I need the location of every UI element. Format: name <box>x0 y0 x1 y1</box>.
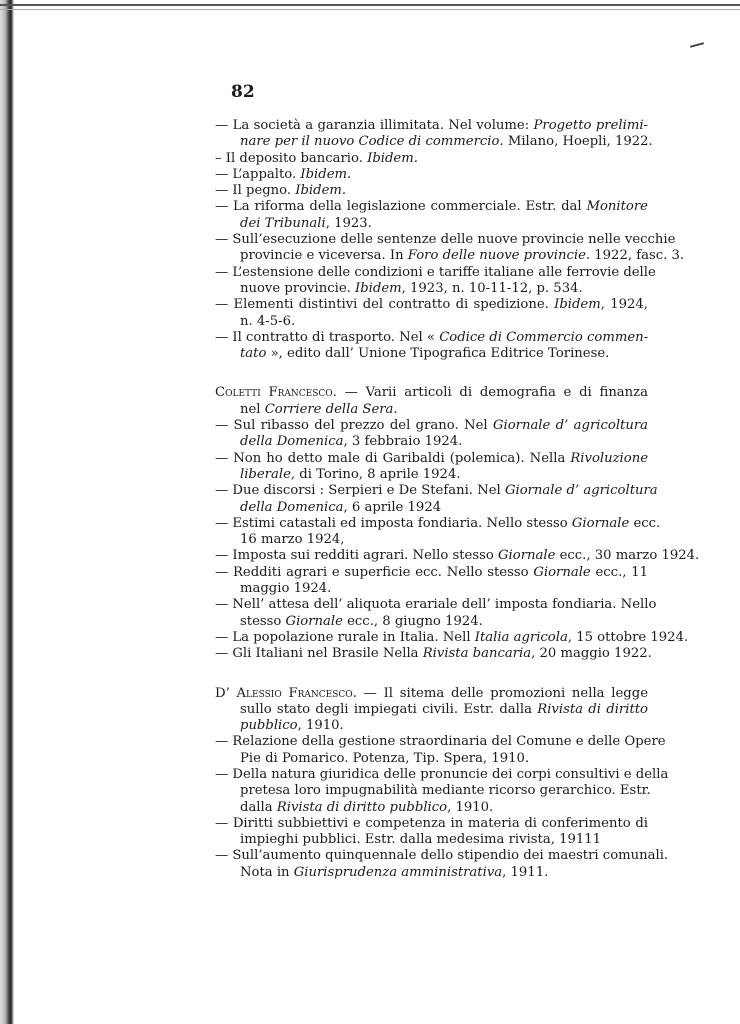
bibliography-entry <box>215 734 666 767</box>
entry-line <box>215 848 669 864</box>
entry-line <box>215 134 653 150</box>
entry-line <box>215 385 648 401</box>
bibliography-entry <box>215 297 648 330</box>
entry-text: — Nell’ attesa dell’ aliquota erariale dell’ imposta fondiaria. Nello <box>215 597 657 613</box>
bibliography-entry <box>215 330 648 363</box>
publication-title: Giornale <box>498 548 556 564</box>
entry-text: — Gli Italiani nel Brasile Nella <box>215 646 423 662</box>
entry-text: — Il contratto di trasporto. Nel « <box>215 329 440 345</box>
bibliography-entry <box>215 451 648 484</box>
entry-line <box>215 597 657 613</box>
bibliography-entry <box>215 686 648 735</box>
entry-line <box>215 183 648 199</box>
entry-text: — La società a garanzia illimitata. Nel volume: <box>215 118 534 133</box>
entry-text: 16 marzo 1924, <box>240 532 345 548</box>
bibliography-section <box>215 385 700 662</box>
bibliography-entry <box>215 385 648 418</box>
entry-text: , 6 aprile 1924 <box>343 499 442 515</box>
bibliography-entry <box>215 597 657 630</box>
entry-text: — Il sitema delle promozioni nella legge <box>356 685 648 701</box>
entry-text: nuove provincie. <box>240 280 356 296</box>
publication-title: Rivista bancaria <box>422 646 532 662</box>
entry-text: — Estimi catastali ed imposta fondiaria. Nello stesso <box>215 515 572 531</box>
entry-text: , 1923. <box>325 215 372 231</box>
publication-title: Ibidem <box>355 280 402 296</box>
entry-line <box>215 702 648 718</box>
publication-title: Giornale <box>285 613 343 629</box>
entry-line <box>215 548 700 564</box>
page-number: 82 <box>231 82 255 102</box>
publication-title: Ibidem. <box>300 166 352 182</box>
entry-line <box>215 151 648 167</box>
entry-line <box>215 734 666 750</box>
publication-title: Ibidem. <box>367 150 418 166</box>
entry-line <box>215 118 648 134</box>
bibliography-entry <box>215 515 661 549</box>
publication-title: Giornale d’ agricoltura <box>504 483 658 499</box>
entry-line <box>215 216 648 232</box>
entry-text: — Sull’aumento quinquennale dello stipendio dei maestri comunali. <box>215 848 669 864</box>
entry-line <box>215 614 648 630</box>
entry-line <box>215 418 648 434</box>
entry-line <box>215 686 648 702</box>
entry-line <box>215 581 648 597</box>
entry-text: — Relazione della gestione straordinaria del Comune e delle Opere <box>215 734 666 750</box>
bibliography-entry <box>215 483 658 516</box>
entry-text: stesso <box>240 613 286 629</box>
entry-text: ecc. <box>629 515 661 531</box>
entry-line <box>215 500 648 516</box>
entry-line <box>215 167 648 183</box>
entry-line <box>215 451 648 467</box>
publication-title: liberale <box>240 466 291 482</box>
publication-title: Codice di Commercio commen- <box>439 329 649 345</box>
publication-title: Ibidem. <box>295 183 347 199</box>
entry-text: , 3 febbraio 1924. <box>343 434 463 450</box>
entry-text: — Sul ribasso del prezzo del grano. Nel <box>215 418 493 434</box>
bibliography-entry <box>215 118 653 151</box>
bibliography-entry <box>215 418 648 451</box>
entry-line <box>215 515 661 532</box>
entry-text: — Il pegno. <box>215 183 296 199</box>
publication-title: tato <box>240 346 267 362</box>
entry-text: . Milano, Hoepli, 1922. <box>499 134 653 150</box>
entry-line <box>215 402 648 418</box>
entry-line <box>215 783 651 799</box>
entry-text: n. 4-5-6. <box>240 313 296 329</box>
entry-text: ecc., 8 giugno 1924. <box>342 613 483 629</box>
bibliography-entry <box>215 766 669 816</box>
entry-line <box>215 297 648 313</box>
entry-text: — Imposta sui redditi agrari. Nello stesso <box>215 548 499 564</box>
publication-title: Italia agricola <box>474 629 568 645</box>
bibliography-entry <box>215 629 689 646</box>
entry-line <box>215 532 648 548</box>
entry-line <box>215 232 676 248</box>
publication-title: dei Tribunali <box>240 215 326 231</box>
entry-line <box>215 330 648 346</box>
publication-title: nare per il nuovo Codice di commercio <box>240 134 500 150</box>
entry-text: , 20 maggio 1922. <box>531 646 652 662</box>
publication-title: Corriere della Sera <box>264 401 394 417</box>
author-name: Alessio Francesco. <box>236 685 357 701</box>
entry-line <box>215 248 685 264</box>
entry-text: — L’appalto. <box>215 166 301 182</box>
entry-text: — Elementi distintivi del contratto di spedizione. <box>215 297 555 313</box>
bibliography-section <box>215 118 685 362</box>
entry-text: — L’estensione delle condizioni e tariffe italiane alle ferrovie delle <box>215 264 656 280</box>
scan-top-rule <box>0 4 740 6</box>
scan-left-edge <box>0 0 14 1024</box>
publication-title: Giornale d’ agricoltura <box>492 418 648 434</box>
bibliography-section <box>215 685 669 882</box>
entry-text: — Sull’esecuzione delle sentenze delle nuove provincie nelle vecchie <box>215 232 676 248</box>
entry-text: – Il deposito bancario. <box>215 150 368 166</box>
bibliography-entry <box>215 548 700 564</box>
entry-text: , 1911. <box>502 864 549 880</box>
entry-text: Nota in <box>240 864 294 880</box>
bibliography-entry <box>215 232 685 265</box>
entry-text: — Della natura giuridica delle pronuncie dei corpi consultivi e della <box>215 766 669 782</box>
publication-title: Giornale <box>571 515 630 531</box>
bibliography-entry <box>215 816 648 849</box>
entry-text: — Redditi agrari e superficie ecc. Nello stesso <box>215 564 534 580</box>
entry-text: , 1910. <box>447 799 494 815</box>
bibliography-column <box>215 118 700 904</box>
entry-text: . <box>393 401 398 417</box>
bibliography-entry <box>215 848 669 881</box>
entry-text: », edito dall’ Unione Tipografica Editrice Torinese. <box>266 346 610 362</box>
entry-line <box>215 483 658 499</box>
entry-text: ecc., 30 marzo 1924. <box>555 548 700 564</box>
scan-speck <box>690 42 704 48</box>
publication-title: Rivoluzione <box>570 450 648 466</box>
publication-title: della Domenica <box>240 499 344 515</box>
entry-text: sullo stato degli impiegati civili. Estr. dalla <box>240 701 538 717</box>
entry-text: , 15 ottobre 1924. <box>567 629 689 645</box>
bibliography-entry <box>215 646 652 662</box>
entry-line <box>215 865 648 881</box>
entry-line <box>215 751 648 767</box>
entry-text: , 1910. <box>297 718 344 734</box>
entry-line <box>215 346 648 362</box>
entry-text: — Diritti subbiettivi e competenza in materia di conferimento di <box>215 815 648 831</box>
bibliography-entry <box>215 199 648 232</box>
entry-text: , 1924, <box>600 297 648 313</box>
entry-line <box>215 646 652 662</box>
entry-text: , di Torino, 8 aprile 1924. <box>290 466 461 482</box>
entry-line <box>215 314 648 330</box>
publication-title: Foro delle nuove provincie <box>407 248 586 264</box>
entry-line <box>215 565 648 581</box>
entry-line <box>215 434 648 450</box>
entry-text: — Due discorsi : Serpieri e De Stefani. Nel <box>215 483 505 499</box>
entry-text: — Varii articoli di demografia e di finanza <box>336 385 648 401</box>
entry-line <box>215 264 656 281</box>
entry-text: ecc., 11 <box>590 564 648 580</box>
entry-line <box>215 800 648 816</box>
entry-text: Pie di Pomarico. Potenza, Tip. Spera, 1910. <box>240 750 530 766</box>
entry-text: pretesa loro impugnabilità mediante ricorso gerarchico. Estr. <box>240 783 651 799</box>
publication-title: Rivista di diritto <box>537 701 648 717</box>
bibliography-entry <box>215 565 648 598</box>
publication-title: Progetto prelimi- <box>533 118 648 133</box>
entry-text: provincie e viceversa. In <box>240 248 408 264</box>
entry-text: dalla <box>240 799 277 815</box>
scan-top-rule-thin <box>0 9 740 10</box>
bibliography-entry <box>215 183 648 199</box>
bibliography-entry <box>215 167 648 183</box>
entry-text: — Non ho detto male di Garibaldi (polemica). Nella <box>215 450 571 466</box>
entry-line <box>215 816 648 832</box>
entry-line <box>215 766 669 783</box>
entry-line <box>215 467 648 483</box>
bibliography-entry <box>215 264 656 298</box>
entry-text: maggio 1924. <box>240 581 332 597</box>
entry-text: nel <box>240 401 265 417</box>
entry-line <box>215 281 648 297</box>
publication-title: della Domenica <box>240 434 344 450</box>
author-name: Coletti Francesco. <box>215 385 337 401</box>
entry-line <box>215 629 689 646</box>
publication-title: Giornale <box>533 564 591 580</box>
entry-text: . 1922, fasc. 3. <box>585 248 685 264</box>
publication-title: Rivista di diritto pubblico <box>276 799 448 815</box>
entry-text: D’ <box>215 685 237 701</box>
entry-text: — La popolazione rurale in Italia. Nell <box>215 629 475 645</box>
entry-text: , 1923, n. 10-11-12, p. 534. <box>401 280 583 296</box>
entry-text: impieghi pubblici. Estr. dalla medesima rivista, 19111 <box>240 832 602 848</box>
publication-title: Ibidem <box>554 297 601 313</box>
entry-text: — La riforma della legislazione commerciale. Estr. dal <box>215 199 587 215</box>
entry-line <box>215 718 648 734</box>
entry-line <box>215 832 648 848</box>
publication-title: Giurisprudenza amministrativa <box>293 864 503 880</box>
bibliography-entry <box>215 151 648 167</box>
entry-line <box>215 199 648 215</box>
publication-title: Monitore <box>586 199 648 215</box>
publication-title: pubblico <box>240 718 298 734</box>
